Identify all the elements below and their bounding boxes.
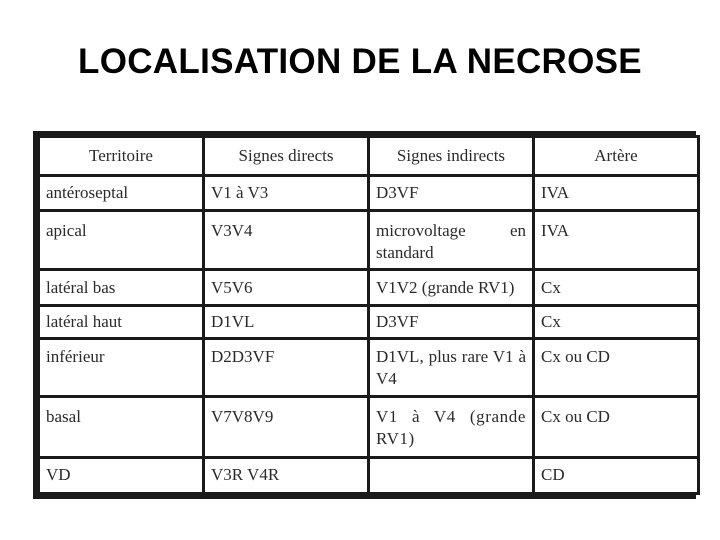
cell-territoire: latéral bas: [40, 271, 202, 304]
cell-signes-directs: V3R V4R: [205, 459, 367, 492]
cell-signes-directs: V5V6: [205, 271, 367, 304]
cell-signes-indirects: D3VF: [370, 177, 532, 209]
cell-signes-directs: V3V4: [205, 212, 367, 268]
table-row: [40, 177, 697, 209]
cell-signes-directs: D1VL: [205, 307, 367, 337]
cell-signes-indirects: V1V2 (grande RV1): [370, 271, 532, 304]
table-header-row: [40, 138, 697, 174]
cell-signes-indirects: D3VF: [370, 307, 532, 337]
table-row: [40, 340, 697, 394]
cell-territoire: antéroseptal: [40, 177, 202, 209]
header-signes-directs: Signes directs: [205, 138, 367, 174]
table-row: [40, 459, 697, 492]
cell-artere: CD: [535, 459, 697, 492]
cell-territoire: inférieur: [40, 340, 202, 394]
cell-signes-indirects: microvoltage en standard: [370, 212, 532, 268]
cell-territoire: apical: [40, 212, 202, 268]
table-row: [40, 307, 697, 337]
slide-title: LOCALISATION DE LA NECROSE: [78, 42, 642, 81]
table-row: [40, 212, 697, 268]
cell-territoire: VD: [40, 459, 202, 492]
header-signes-indirects: Signes indirects: [370, 138, 532, 174]
cell-artere: IVA: [535, 177, 697, 209]
cell-signes-directs: V1 à V3: [205, 177, 367, 209]
cell-artere: Cx: [535, 307, 697, 337]
cell-artere: Cx ou CD: [535, 398, 697, 456]
cell-artere: Cx: [535, 271, 697, 304]
localisation-table: [37, 135, 700, 495]
localisation-table-frame: [33, 131, 696, 499]
header-artere: Artère: [535, 138, 697, 174]
cell-territoire: latéral haut: [40, 307, 202, 337]
cell-artere: IVA: [535, 212, 697, 268]
header-territoire: Territoire: [40, 138, 202, 174]
cell-signes-directs: D2D3VF: [205, 340, 367, 394]
cell-signes-indirects: [370, 459, 532, 492]
cell-signes-indirects: V1 à V4 (grande RV1): [370, 398, 532, 456]
cell-signes-directs: V7V8V9: [205, 398, 367, 456]
cell-territoire: basal: [40, 398, 202, 456]
table-row: [40, 271, 697, 304]
cell-artere: Cx ou CD: [535, 340, 697, 394]
table-row: [40, 398, 697, 456]
cell-signes-indirects: D1VL, plus rare V1 à V4: [370, 340, 532, 394]
